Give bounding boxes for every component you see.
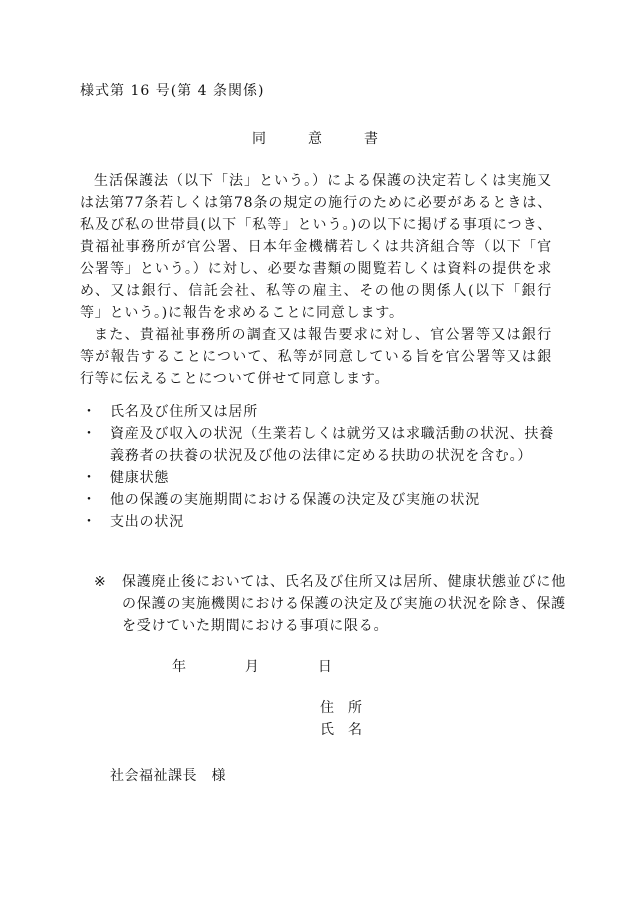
bullet-mark: ・ <box>82 426 97 442</box>
consent-body <box>80 170 552 390</box>
list-item <box>80 467 560 489</box>
name-label: 氏名 <box>320 722 376 738</box>
list-item <box>80 511 560 533</box>
list-item <box>80 401 560 423</box>
bullet-mark: ・ <box>82 470 97 486</box>
consent-items-list <box>80 401 560 533</box>
list-item-text: 健康状態 <box>110 470 170 486</box>
list-item <box>80 423 560 467</box>
list-item-text: 氏名及び住所又は居所 <box>110 404 258 420</box>
bullet-mark: ・ <box>82 492 97 508</box>
bullet-mark: ・ <box>82 404 97 420</box>
document-title: 同 意 書 <box>252 131 378 147</box>
note-mark: ※ <box>94 574 107 590</box>
date-line <box>172 656 332 676</box>
date-day-label: 日 <box>317 659 332 675</box>
date-year-label: 年 <box>172 659 186 675</box>
note <box>94 571 566 637</box>
bullet-mark: ・ <box>82 514 97 530</box>
list-item <box>80 489 560 511</box>
date-month-label: 月 <box>244 659 259 675</box>
consent-paragraph-2: また、貴福祉事務所の調査又は報告要求に対し、官公署等又は銀行等が報告することについて、私等が同意している旨を官公署等又は銀行等に伝えることについて併せて同意します。 <box>80 327 552 387</box>
list-item-text: 支出の状況 <box>110 514 184 530</box>
consent-paragraph-1: 生活保護法（以下「法」という。）による保護の決定若しくは実施又は法第77条若しくは第78条の規定の施行のために必要があるときは、私及び私の世帯員(以下「私等」という。)の以下に掲げる事項につき、貴福祉事務所が官公署、日本年金機構若しくは共済組合等（以下「官公署等」という。）に対し、必要な書類の閲覧若しくは資料の提供を求め、又は銀行、信託会社、私等の雇主、その他の関係人(以下「銀行等」という。)に報告を求めることに同意します。 <box>80 173 552 321</box>
address-label: 住所 <box>320 700 376 716</box>
addressee: 社会福祉課長 様 <box>110 768 226 784</box>
list-item-text: 他の保護の実施期間における保護の決定及び実施の状況 <box>110 492 480 508</box>
list-item-text: 資産及び収入の状況（生業若しくは就労又は求職活動の状況、扶養義務者の扶養の状況及び他の法律に定める扶助の状況を含む。） <box>110 426 554 464</box>
form-number: 様式第 16 号(第 4 条関係) <box>80 83 265 99</box>
note-text: 保護廃止後においては、氏名及び住所又は居所、健康状態並びに他の保護の実施機関における保護の決定及び実施の状況を除き、保護を受けていた期間における事項に限る。 <box>122 574 566 634</box>
signature-block <box>320 697 376 741</box>
